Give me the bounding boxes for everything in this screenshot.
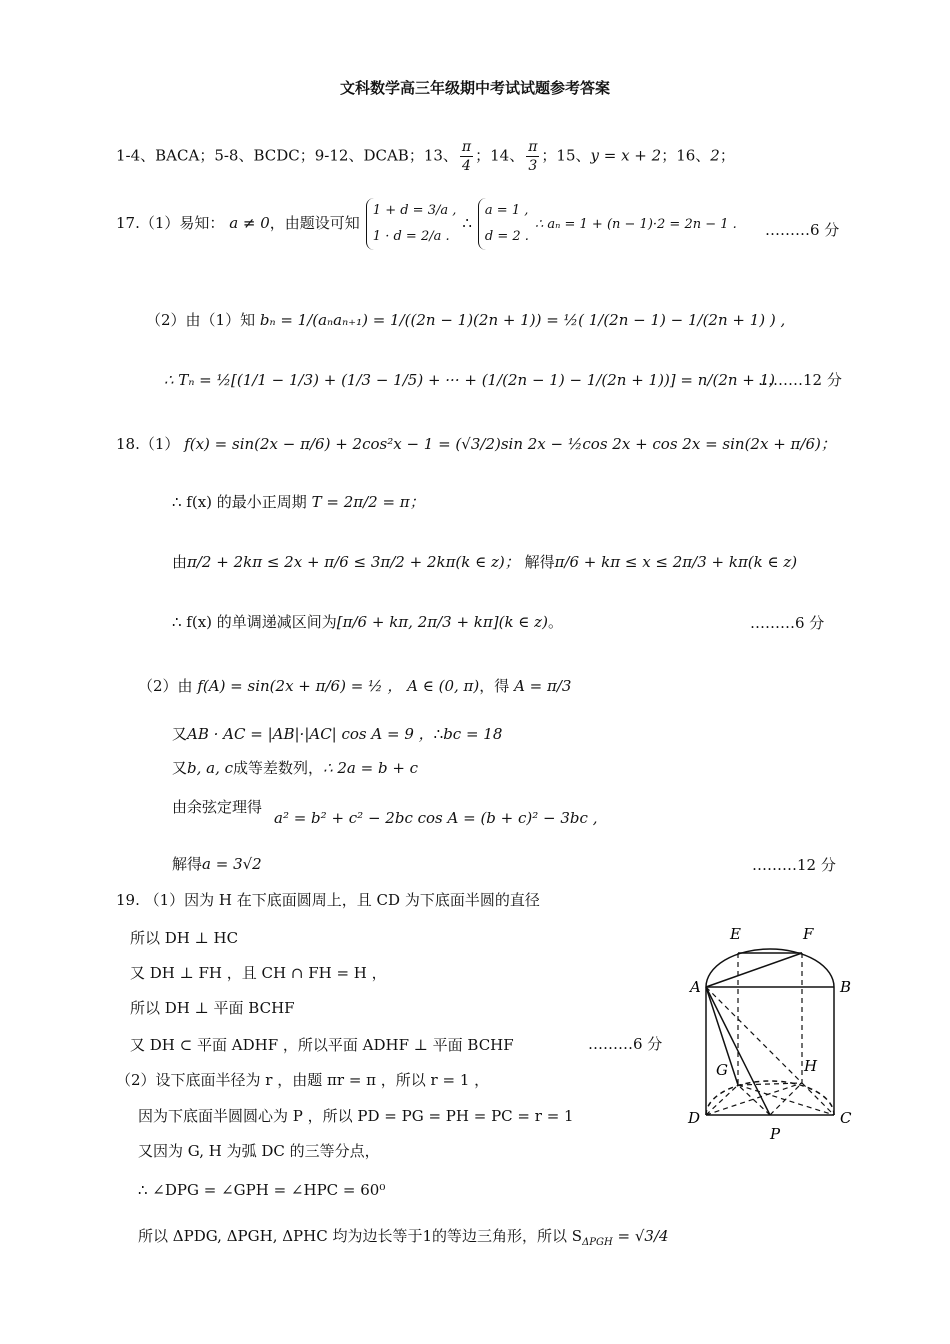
- q17-part1-result: ∴ aₙ = 1 + (n − 1)·2 = 2n − 1 .: [534, 217, 737, 232]
- q19-line-5: 又 DH ⊂ 平面 ADHF ，所以平面 ADHF ⊥ 平面 BCHF: [130, 1036, 514, 1054]
- cylinder-figure: [680, 915, 860, 1150]
- q18-ineq-from: 由: [172, 553, 188, 571]
- label-D: D: [688, 1109, 701, 1127]
- q17-part2-head: （2）由（1）知: [146, 311, 256, 329]
- q18-solution-line: [172, 854, 262, 874]
- q18-vec-formula: AB · AC = |AB|·|AC| cos A = 9 ，: [187, 725, 434, 743]
- q18-dec-period: 。: [547, 613, 563, 631]
- q17-bn-formula: bₙ = 1/(aₙaₙ₊₁) = 1/((2n − 1)(2n + 1)) = ½( 1/(2n − 1) − 1/(2n + 1) ) ,: [259, 311, 786, 329]
- q18-part1-line: [116, 434, 836, 454]
- q17-score-12: ………12 分: [758, 371, 842, 389]
- q18-period-line: [172, 492, 425, 512]
- label-H: H: [804, 1057, 818, 1075]
- q18-part2-line: [138, 676, 571, 696]
- q17-sum-formula: ∴ Tₙ = ½[(1/1 − 1/3) + (1/3 − 1/5) + ··· + (1/(2n − 1) − 1/(2n + 1))] = n/(2n + 1): [164, 371, 776, 389]
- label-F: F: [803, 925, 814, 943]
- label-C: C: [840, 1109, 852, 1127]
- q18-cosine-text: 由余弦定理得: [172, 798, 263, 816]
- edge-DH: [706, 1083, 802, 1115]
- q18-part2-head: （2）由: [138, 677, 193, 695]
- q18-bc-value: bc = 18: [443, 725, 503, 743]
- q18-score-6: ………6 分: [750, 614, 825, 632]
- q17-condition: a ≠ 0: [229, 214, 270, 232]
- q18-arith-eq: ∴ 2a = b + c: [323, 759, 419, 777]
- mc-q15-answer: y = x + 2: [590, 146, 662, 165]
- q18-score-12: ………12 分: [752, 856, 836, 874]
- q18-vec-therefore: ∴: [433, 725, 444, 743]
- mc-text-c: ；15、: [541, 146, 591, 165]
- q18-A-value: A = π/3: [514, 677, 572, 695]
- edge-PG: [738, 1085, 770, 1115]
- mc-text-e: ；: [719, 146, 735, 165]
- bottom-arc: [706, 1081, 834, 1115]
- q17-system-2: a = 1 , d = 2 .: [478, 198, 529, 250]
- q19-area-value: = √3/4: [612, 1227, 669, 1245]
- q17-part1-line: [116, 198, 737, 250]
- label-G: G: [716, 1061, 728, 1079]
- q17-score-6: ………6 分: [765, 221, 840, 239]
- top-arc: [706, 949, 834, 987]
- q19-line-10: [138, 1226, 669, 1253]
- mc-q16-answer: 2: [710, 146, 720, 165]
- label-P: P: [770, 1125, 781, 1143]
- q17-system-1: 1 + d = 3/a , 1 · d = 2/a .: [366, 198, 457, 250]
- mc-text-d: ；16、: [661, 146, 711, 165]
- q19-line-7: 因为下底面半圆圆心为 P ，所以 PD = PG = PH = PC = r = 1: [138, 1107, 574, 1125]
- q19-area-subscript: ΔPGH: [582, 1237, 613, 1248]
- q18-arith-vars: b, a, c: [187, 759, 234, 777]
- q18-decreasing-line: [172, 612, 563, 632]
- mc-q14-fraction: $\frac{\pi}{3}$: [528, 139, 538, 174]
- q17-part1-head: 17.（1）易知：: [116, 214, 225, 232]
- edge-DG: [706, 1085, 738, 1115]
- q18-arith-also: 又: [172, 759, 188, 777]
- edge-AF: [706, 953, 802, 987]
- q17-part1-text: ，由题设可知: [269, 214, 360, 232]
- mc-text-b: ；14、: [475, 146, 525, 165]
- edge-AP: [706, 987, 770, 1115]
- label-E: E: [730, 925, 741, 943]
- q18-inequality-line: [172, 552, 797, 572]
- q19-line-6: （2）设下底面半径为 r ，由题 πr = π ，所以 r = 1 ，: [116, 1071, 490, 1089]
- q18-vector-line: [172, 724, 502, 744]
- q18-dec-interval: [π/6 + kπ, 2π/3 + kπ](k ∈ z): [336, 613, 548, 631]
- q19-area-text: 所以 ΔPDG, ΔPGH, ΔPHC 均为边长等于1的等边三角形，所以 S: [138, 1227, 583, 1245]
- q18-fA: f(A) = sin(2x + π/6) = ½ ，: [197, 677, 403, 695]
- q18-domain: A ∈ (0, π): [407, 677, 480, 695]
- q19-line-1: 19. （1）因为 H 在下底面圆周上，且 CD 为下底面半圆的直径: [116, 891, 540, 909]
- q18-ineq-solve: 解得: [524, 553, 555, 571]
- q18-part1-head: 18.（1）: [116, 435, 180, 453]
- q18-ineq-formula: π/2 + 2kπ ≤ 2x + π/6 ≤ 3π/2 + 2kπ(k ∈ z)；: [187, 553, 520, 571]
- q19-line-3: 又 DH ⊥ FH ，且 CH ∩ FH = H ，: [130, 964, 387, 982]
- q18-period-text: ∴ f(x) 的最小正周期: [172, 493, 307, 511]
- q19-line-2: 所以 DH ⊥ HC: [130, 929, 239, 947]
- q19-line-9: ∴ ∠DPG = ∠GPH = ∠HPC = 60⁰: [138, 1181, 386, 1199]
- page-title: 文科数学高三年级期中考试试题参考答案: [339, 79, 610, 97]
- mc-text-a: 1-4、BACA；5-8、BCDC；9-12、DCAB；13、: [116, 146, 458, 165]
- q18-sol-text: 解得: [172, 855, 203, 873]
- q19-line-8: 又因为 G, H 为弧 DC 的三等分点，: [138, 1142, 380, 1160]
- therefore-symbol: ∴: [462, 214, 472, 232]
- q18-dec-text: ∴ f(x) 的单调递减区间为: [172, 613, 337, 631]
- q18-ineq-result: π/6 + kπ ≤ x ≤ 2π/3 + kπ(k ∈ z): [554, 553, 798, 571]
- q18-arith-text: 成等差数列，: [233, 759, 324, 777]
- q19-score-6: ………6 分: [588, 1035, 663, 1053]
- q18-f-expression: f(x) = sin(2x − π/6) + 2cos²x − 1 = (√3/2)sin 2x − ½cos 2x + cos 2x = sin(2x + π/6)；: [184, 435, 836, 453]
- q18-vec-also: 又: [172, 725, 188, 743]
- q18-cosine-formula: a² = b² + c² − 2bc cos A = (b + c)² − 3bc ,: [274, 809, 598, 827]
- q19-line-4: 所以 DH ⊥ 平面 BCHF: [130, 999, 295, 1017]
- mc-answers-line: [116, 138, 735, 175]
- q18-get: ，得: [479, 677, 510, 695]
- mc-q13-fraction: $\frac{\pi}{4}$: [461, 139, 472, 174]
- q17-sum-line: [164, 370, 775, 390]
- q18-a-value: a = 3√2: [202, 855, 262, 873]
- q18-period-value: T = 2π/2 = π；: [311, 493, 425, 511]
- q18-arith-line: [172, 758, 418, 778]
- q17-part2-line: [146, 310, 785, 330]
- label-B: B: [840, 978, 852, 996]
- label-A: A: [690, 978, 701, 996]
